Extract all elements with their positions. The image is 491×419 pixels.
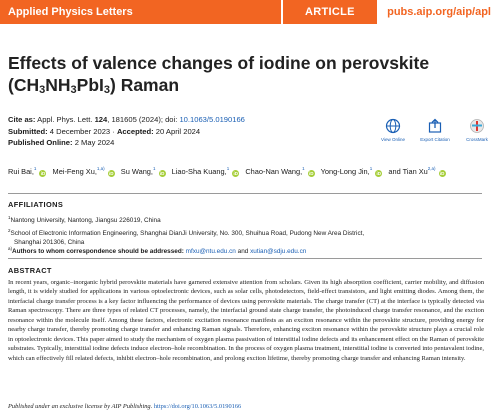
published-doi-link[interactable]: https://doi.org/10.1063/5.0190166 [153, 403, 242, 410]
correspondence-note: $^{a)}$Authors to whom correspondence should be addressed: mfxu@ntu.edu.cn and xutian@sdju.edu.cn [8, 246, 307, 255]
author[interactable]: Rui Bai,$^1$ iD [8, 166, 46, 176]
crossmark-button[interactable]: CrossMark [460, 118, 491, 142]
journal-url-link[interactable]: pubs.aip.org/aip/apl [387, 6, 491, 18]
crossmark-icon [469, 118, 485, 134]
citation-line: Cite as: Appl. Phys. Lett. 124, 181605 (2024); doi: 10.1063/5.0190166 [8, 115, 245, 124]
affiliation-2-cont: Shanghai 201306, China [14, 239, 85, 246]
export-icon [427, 118, 443, 134]
article-title: Effects of valence changes of iodine on perovskite $(CH_3NH_3PbI_3)$ Raman [8, 53, 430, 96]
affiliation-1: $^1$Nantong University, Nantong, Jiangsu 226019, China [8, 215, 161, 224]
divider [8, 193, 482, 194]
affiliation-2: $^2$School of Electronic Information Engineering, Shanghai DianJi University, No. 300, Shuihua Road, Pudong New Area District, [8, 227, 365, 237]
published-note: Published under an exclusive license by AIP Publishing. https://doi.org/10.1063/5.0190166 [8, 403, 242, 410]
author[interactable]: and Tian Xu$^{2,a)}$ iD [388, 166, 445, 176]
article-badge: ARTICLE [283, 0, 377, 24]
author[interactable]: Su Wang,$^1$ iD [120, 166, 165, 176]
author[interactable]: Liao-Sha Kuang,$^1$ iD [171, 166, 239, 176]
journal-name[interactable]: Applied Physics Letters [0, 0, 281, 24]
journal-header [0, 0, 491, 24]
divider [8, 258, 482, 259]
affiliations-list [8, 213, 478, 248]
article-actions [376, 118, 491, 142]
affiliations-heading: AFFILIATIONS [8, 200, 64, 209]
orcid-icon[interactable]: iD [108, 171, 114, 176]
orcid-icon[interactable]: iD [40, 171, 46, 176]
orcid-icon[interactable]: iD [233, 171, 239, 176]
author-list [8, 163, 478, 178]
author[interactable]: Mei-Feng Xu,$^{1,a)}$ iD [52, 166, 114, 176]
orcid-icon[interactable]: iD [376, 171, 382, 176]
abstract-text: In recent years, organic–inorganic hybrid perovskite materials have garnered extensive attention from scholars. Given its high absorption coefficient, carrier mobility, and diffusion length, it is widely studied for applications in various optoelectronic devices, such as solar cells, photodetectors, field-effect transistors, and light emitting diodes. Among them, the interfacial charge transfer process is a key factor influencing the performance of devices using perovskite materials. The charge transfer (CT) at the interface is typically detected via Raman spectroscopy. There are three types of related CT processes, namely, the interfacial ground state charge transfer, the photoinduced charge transfer resonance, and the exciton resonance within the molecule itself. Among these factors, electronic excitation resonance manifests as an exciton resonance within the perovskite structure, providing energy for nearby charge transfer, thereby promoting charge transfer and enhancing Raman signals. Therefore, enhancing exciton resonance within the perovskite structure plays a crucial role in optoelectronic devices. This paper aimed to study the mechanism of oxygen plasma passivation of interstitial iodine defects and its enhancement effect on the Raman of perovskite substrates. Typically, interstitial iodine defects induce electron–hole recombination. In the process of oxygen plasma treatment, interstitial iodine is converted into pentavalent iodine, which can effectively fill related defects, inhibit electron–hole recombination, and prolong exciton lifetime, thereby promoting charge transfer and enhancing Raman intensity. [8, 279, 484, 362]
doi-link[interactable]: 10.1063/5.0190166 [179, 115, 245, 124]
view-online-button[interactable]: View Online [376, 118, 410, 142]
email-link-2[interactable]: xutian@sdju.edu.cn [250, 248, 307, 255]
globe-icon [385, 118, 401, 134]
author[interactable]: Chao-Nan Wang,$^1$ iD [245, 166, 314, 176]
orcid-icon[interactable]: iD [308, 171, 314, 176]
email-link-1[interactable]: mfxu@ntu.edu.cn [185, 248, 236, 255]
orcid-icon[interactable]: iD [439, 171, 445, 176]
export-citation-button[interactable]: Export Citation [418, 118, 452, 142]
orcid-icon[interactable]: iD [159, 171, 165, 176]
author[interactable]: Yong-Long Jin,$^1$ iD [320, 166, 382, 176]
publication-dates: Submitted: 4 December 2023 · Accepted: 20 April 2024 Published Online: 2 May 2024 [8, 127, 201, 147]
abstract-heading: ABSTRACT [8, 266, 52, 275]
